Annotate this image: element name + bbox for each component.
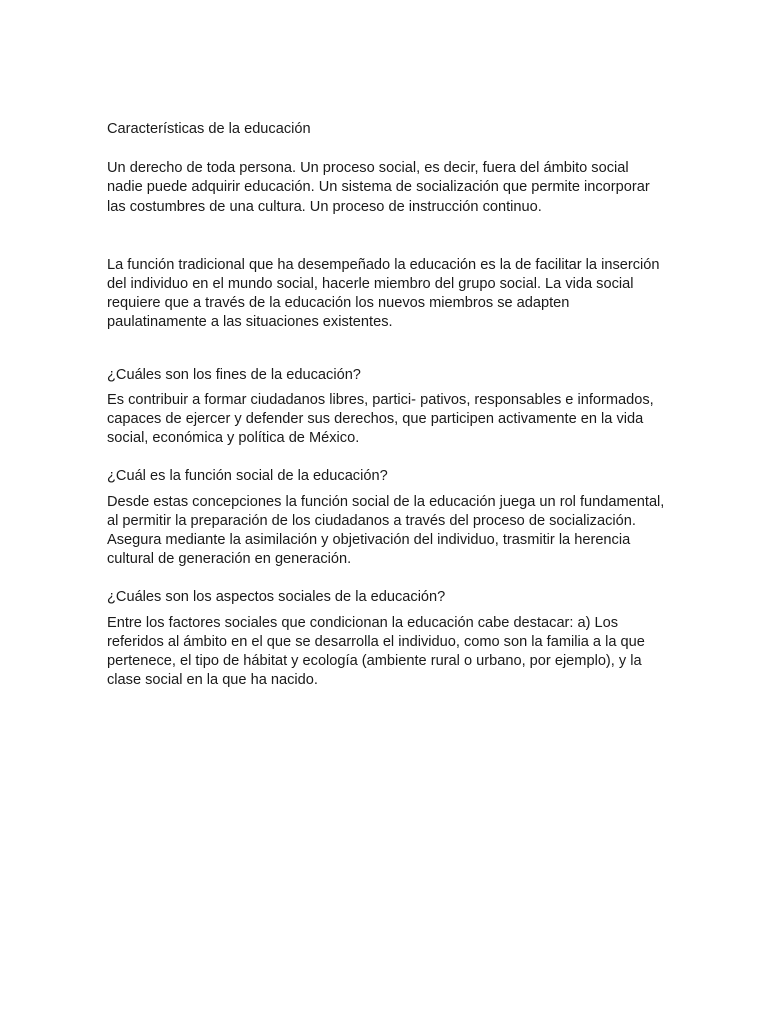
answer-aspectos-sociales: Entre los factores sociales que condicionan la educación cabe destacar: a) Los referidos al ámbito en el que se desarrolla el individuo, como son la familia a la que pertenece, el tipo de hábitat y ecología (ambiente rural o urbano, por ejemplo), y la clase social en la que ha nacido.	[107, 614, 645, 689]
answer-fines: Es contribuir a formar ciudadanos libres, partici- pativos, responsables e informados, capaces de ejercer y defender sus derechos, que participen activamente en la vida social, económica y política de México.	[107, 391, 654, 447]
answer-funcion-social: Desde estas concepciones la función social de la educación juega un rol fundamental, al permitir la preparación de los ciudadanos a través del proceso de socialización. Asegura mediante la asimilación y objetivación del individuo, trasmitir la herencia cultural de generación en generación.	[107, 493, 665, 568]
question-aspectos-sociales: ¿Cuáles son los aspectos sociales de la educación?	[107, 589, 446, 606]
document-title: Características de la educación	[107, 121, 311, 137]
document-page	[107, 120, 667, 709]
question-fines: ¿Cuáles son los fines de la educación?	[107, 366, 361, 383]
question-funcion-social: ¿Cuál es la función social de la educación?	[107, 468, 388, 485]
paragraph-intro: Un derecho de toda persona. Un proceso social, es decir, fuera del ámbito social nadie puede adquirir educación. Un sistema de socialización que permite incorporar las costumbres de una cultura. Un proceso de instrucción continuo.	[107, 160, 650, 215]
paragraph-funcion-tradicional: La función tradicional que ha desempeñado la educación es la de facilitar la inserción del individuo en el mundo social, hacerle miembro del grupo social. La vida social requiere que a través de la educación los nuevos miembros se adapten paulatinamente a las situaciones existentes.	[107, 256, 660, 331]
